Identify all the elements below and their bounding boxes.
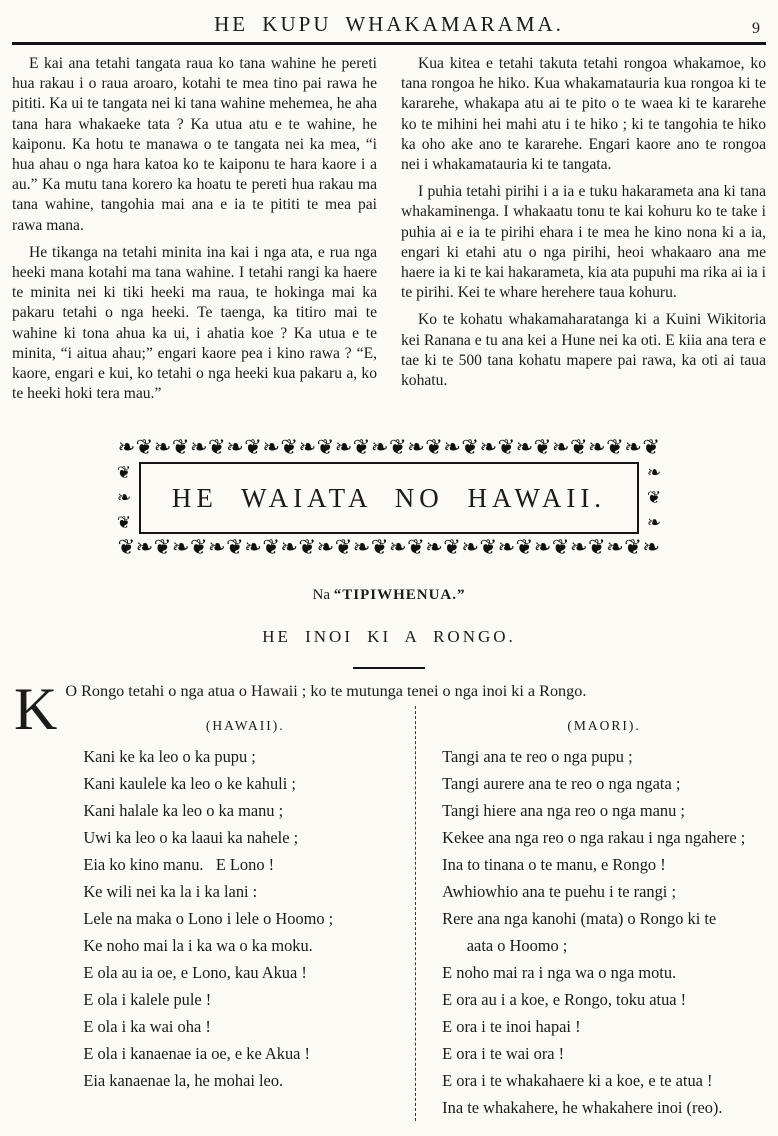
floral-border-left-icon: [111, 461, 137, 535]
verse-lines-hawaii: [83, 743, 407, 1094]
verse-line: Awhiowhio ana te puehu i te rangi ;: [442, 882, 676, 902]
verse-line: Kekee ana nga reo o nga rakau i nga ngahere ;: [442, 828, 746, 848]
floral-glyph-icon: ❦: [646, 487, 662, 508]
verse-heading-maori: (MAORI).: [567, 718, 641, 734]
verse-line: Kani ke ka leo o ka pupu ;: [83, 747, 256, 767]
byline: [12, 587, 766, 604]
masthead: [12, 6, 766, 40]
floral-border-bottom-icon: ❦❧❦❧❦❧❦❧❦❧❦❧❦❧❦❧❦❧❦❧❦❧❦❧❦❧❦❧❦❧: [117, 535, 661, 560]
intro-text: O Rongo tetahi o nga atua o Hawaii ; ko te mutunga tenei o nga inoi ki a Rongo.: [65, 682, 587, 701]
verse-line: E ora au i a koe, e Rongo, toku atua !: [442, 990, 687, 1010]
floral-border-right-icon: [641, 461, 667, 535]
floral-glyph-icon: ❧: [646, 512, 662, 533]
verse-line: Tangi ana te reo o nga pupu ;: [442, 747, 633, 767]
verse-line: Lele na maka o Lono i lele o Hoomo ;: [83, 909, 334, 929]
section-divider-rule: [353, 667, 425, 669]
ornamental-banner: [111, 435, 667, 561]
verse-line: E ora i te inoi hapai !: [442, 1017, 581, 1037]
verse-line: Ina te whakahere, he whakahere inoi (reo).: [442, 1098, 723, 1118]
verse-line: E ola i kanaenae ia oe, e ke Akua !: [83, 1044, 310, 1064]
verse-line: E ola i kalele pule !: [83, 990, 212, 1010]
paragraph: He tikanga na tetahi minita ina kai i nga ata, e rua nga heeki mana kotahi ma tana wahine. I tetahi rangi ka haere te minita nei ki tiki heeki ma raua, te hokinga mai ka pakaru tetahi o nga heeki. Te taenga, ka titiro mai te wahine ki tona ahua ka ui, i ahatia koe ? Ka utua e te minita, “i aitua ahau;” engari kaore pea i kino rawa ? “E, kaore, engari e kui, ko tetahi o nga heeki kua pakaru a, ko te heeki hoki tera mau.”: [12, 243, 377, 403]
dropcap-letter: K: [14, 676, 58, 743]
verse-line: Tangi hiere ana nga reo o nga manu ;: [442, 801, 685, 821]
paragraph: E kai ana tetahi tangata raua ko tana wahine he pereti hua rakau i o raua aroaro, kotahi te mea tino pai rawa he pititi. Ka ui te tangata nei ki tana wahine mehemea, he aha tana hara whakaeke tata ? Ka utua atu e te wahine, he kaiponu. Ka hotu te manawa o te tangata nei ka mea, “i hua ahau o nga hara katoa ko te kaiponu te hara kaore i a au.” Ka mutu tana korero ka hoatu te pereti hua rakau ma tana wahine, tangohia mai ana e ia te pititi te mea pai rawa mana.: [12, 55, 378, 234]
floral-glyph-icon: ❦: [116, 463, 132, 484]
byline-prefix: Na: [312, 587, 330, 604]
masthead-rule: [12, 42, 766, 45]
article-left-column: [12, 54, 377, 411]
verse-line: Ke wili nei ka la i ka lani :: [83, 882, 258, 902]
verse-column-maori: [415, 706, 766, 1121]
verse-line: Eia kanaenae la, he mohai leo.: [83, 1071, 284, 1091]
verse-line: E noho mai ra i nga wa o nga motu.: [442, 963, 677, 983]
verse-line: Kani kaulele ka leo o ke kahuli ;: [83, 774, 296, 794]
floral-glyph-icon: ❦: [116, 512, 132, 533]
floral-glyph-icon: ❧: [116, 487, 132, 508]
article-right-column: [401, 54, 766, 411]
verse-line: Eia ko kino manu. E Lono !: [83, 855, 275, 875]
section-title: HE INOI KI A RONGO.: [262, 627, 516, 647]
banner-title-frame: [139, 462, 639, 534]
verse-line: Rere ana nga kanohi (mata) o Rongo ki te: [442, 909, 717, 929]
verse-line: Uwi ka leo o ka laaui ka nahele ;: [83, 828, 299, 848]
verse-line: Kani halale ka leo o ka manu ;: [83, 801, 284, 821]
verse-line: E ora i te wai ora !: [442, 1044, 565, 1064]
floral-border-top-icon: ❧❦❧❦❧❦❧❦❧❦❧❦❧❦❧❦❧❦❧❦❧❦❧❦❧❦❧❦❧❦: [117, 435, 661, 460]
article-section: [12, 54, 766, 411]
verse-lines-maori: [442, 743, 766, 1121]
verse-line: Tangi aurere ana te reo o nga ngata ;: [442, 774, 681, 794]
paragraph: Kua kitea e tetahi takuta tetahi rongoa whakamoe, ko tana rongoa he hiko. Kua whakamatauria kua rongoa ki te kararehe, whakapa atu ai te pito o te waea ki te kararehe ko te mihini hei mahi atu i te hiko ; ki te tangohia te hiko ka oho ake ano te kararehe. Engari kaore ano te rongoa nei i whakamatauria ki te tangata.: [401, 55, 766, 174]
page-title: HE KUPU WHAKAMARAMA.: [214, 12, 564, 36]
paragraph: I puhia tetahi pirihi i a ia e tuku hakarameta ana ki tana whakaminenga. I whakaatu tonu te kai kohuru ko te take i puhia ai e ia te pirihi ehara i te mea he kino nona ki a ia, engari ki etahi atu o nga pirihi, heoi whakaaro ana me haere ia ki te kai hakarameta, kia ata pupuhi ma rika ai ia i te pirihi. Kei te whare herehere taua kohuru.: [401, 183, 766, 302]
verse-section: [65, 706, 766, 1121]
verse-line: Ina to tinana o te manu, e Rongo !: [442, 855, 666, 875]
page-number: 9: [752, 20, 760, 37]
verse-line: aata o Hoomo ;: [442, 936, 568, 956]
banner-middle: [111, 461, 667, 535]
paragraph: Ko te kohatu whakamaharatanga ki a Kuini Wikitoria kei Ranana e tu ana kei a Hune nei ka oti. E kiia ana tera e tae ki te 500 tana kohatu mapere pai rawa, ka oti ai taua kohatu.: [401, 311, 766, 390]
floral-glyph-icon: ❧: [646, 463, 662, 484]
verse-line: E ora i te whakahaere ki a koe, e te atua !: [442, 1071, 713, 1091]
verse-line: E ola au ia oe, e Lono, kau Akua !: [83, 963, 307, 983]
byline-author: “TIPIWHENUA.”: [333, 587, 466, 604]
verse-line: E ola i ka wai oha !: [83, 1017, 211, 1037]
banner-title: HE WAIATA NO HAWAII.: [171, 482, 607, 513]
verse-line: Ke noho mai la i ka wa o ka moku.: [83, 936, 313, 956]
verse-column-hawaii: [65, 706, 415, 1121]
verse-heading-hawaii: (HAWAII).: [205, 718, 285, 734]
